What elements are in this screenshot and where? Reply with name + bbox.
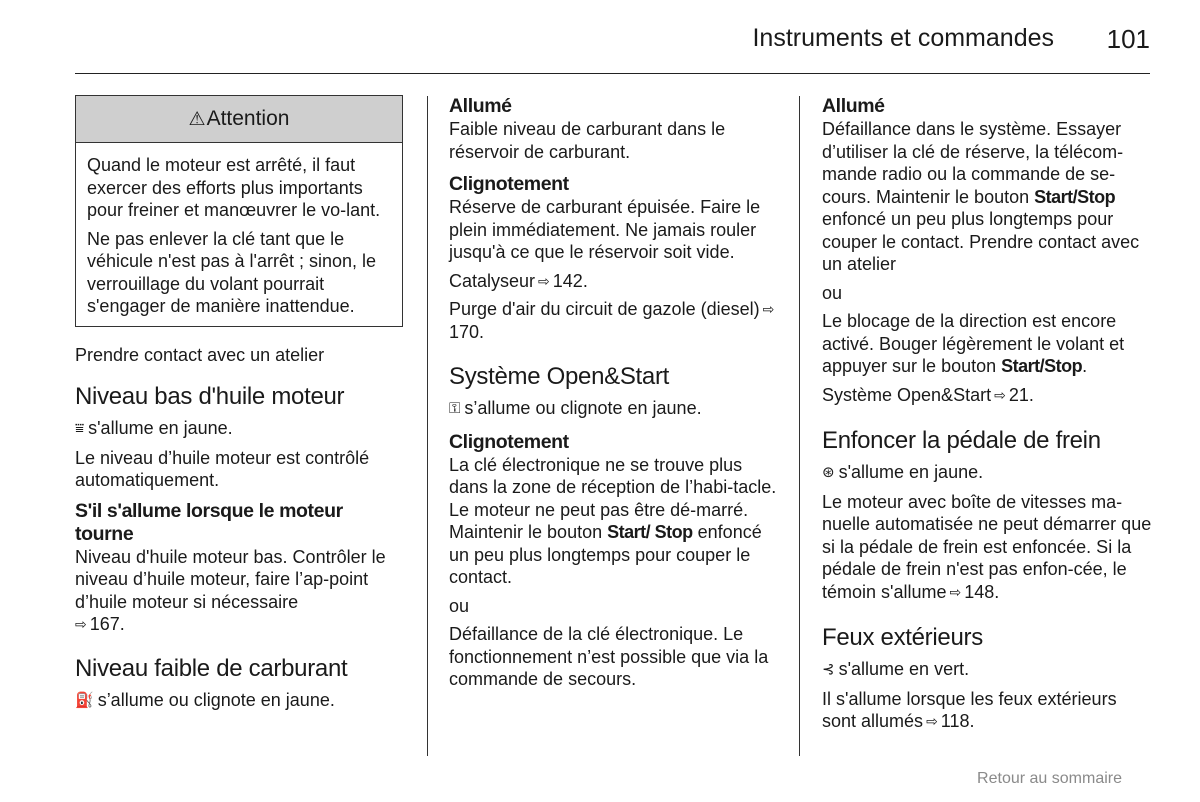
brake-text-body: Le moteur avec boîte de vitesses ma-nuelle automatisée ne peut démarrer que si la pédale de frein est enfoncée. Si la pédale de frein n'est pas enfon-cée, le témoin s'allume — [822, 491, 1152, 602]
catalyst-text: Catalyseur — [449, 270, 536, 291]
key-failure-text: Défaillance de la clé électronique. Le fonctionnement n’est possible que via la commande de secours. — [449, 624, 769, 689]
lights-line-text: s'allume en vert. — [838, 659, 970, 679]
open-start-heading: Système Open&Start — [449, 363, 670, 390]
page-title: Instruments et commandes — [752, 24, 1054, 52]
page-number: 101 — [1106, 24, 1150, 54]
brake-ref-page[interactable]: 148. — [964, 581, 1000, 602]
exterior-lights-icon: ⊰ — [822, 661, 835, 678]
brake-line — [822, 461, 1152, 485]
oil-ref-page[interactable]: 167. — [89, 614, 125, 634]
column-2 — [449, 95, 784, 691]
warning-icon: ⚠ — [188, 108, 206, 130]
fuel-lit-text: Faible niveau de carburant dans le réservoir de carburant. — [449, 119, 726, 162]
open-start-line — [449, 397, 784, 421]
column-divider-1 — [427, 96, 428, 756]
header-rule — [75, 73, 1150, 74]
or-text: ou — [449, 595, 470, 616]
purge-ref-page[interactable]: 170. — [449, 321, 485, 342]
steering-lock-text-b: . — [1082, 356, 1088, 376]
fuel-line-text: s’allume ou clignote en jaune. — [97, 689, 335, 710]
warning-text-1: Quand le moteur est arrêté, il faut exercer des efforts plus importants pour freiner et manœuvrer le vo-lant. — [87, 155, 381, 220]
system-lit-text-a: Défaillance dans le système. Essayer d’utiliser la clé de réserve, la télécom-mande radio ou la commande de se-cours. Maintenir le bouton — [822, 119, 1124, 207]
page-ref-icon: ⇨ — [994, 386, 1006, 403]
or-text: ou — [822, 282, 843, 303]
steering-lock-text-a: Le blocage de la direction est encore activé. Bouger légèrement le volant et appuyer sur le bouton — [822, 311, 1125, 376]
system-lit-text — [822, 118, 1152, 276]
fuel-icon: ⛽ — [75, 691, 94, 709]
oil-heading: Niveau bas d'huile moteur — [75, 383, 345, 410]
steering-lock-text — [822, 310, 1152, 378]
contact-text: Prendre contact avec un atelier — [75, 344, 325, 365]
column-1 — [75, 95, 405, 712]
brake-line-text: s'allume en jaune. — [838, 462, 984, 482]
oil-text: Niveau d'huile moteur bas. Contrôler le niveau d’huile moteur, faire l’ap-point d’huile moteur si nécessaire — [75, 546, 386, 612]
warning-box — [75, 95, 403, 327]
open-start-ref-page[interactable]: 21. — [1008, 384, 1034, 405]
purge-line — [449, 298, 784, 343]
open-start-ref-text: Système Open&Start — [822, 384, 992, 405]
fuel-heading: Niveau faible de carburant — [75, 654, 348, 682]
open-start-blink-text-b: enfoncé un peu plus longtemps pour couper le contact. — [449, 522, 762, 587]
oil-icon: ⩸ — [75, 420, 85, 437]
warning-text-2: Ne pas enlever la clé tant que le véhicule n'est pas à l'arrêt ; sinon, le verrouillage du volant pourrait s'engager de manière inattendue. — [87, 228, 377, 316]
page-ref-icon: ⇨ — [949, 583, 962, 600]
brake-heading: Enfoncer la pédale de frein — [822, 427, 1101, 454]
fuel-blink-text: Réserve de carburant épuisée. Faire le plein immédiatement. Ne jamais rouler jusqu'à ce que le réservoir soit vide. — [449, 197, 761, 262]
lights-text-body: Il s'allume lorsque les feux extérieurs sont allumés — [822, 688, 1117, 731]
open-start-blink-text — [449, 454, 784, 589]
lights-text — [822, 688, 1152, 733]
start-stop-label: Start/Stop — [1034, 186, 1116, 207]
fuel-line — [75, 689, 405, 713]
start-stop-label: Start/ Stop — [607, 522, 693, 542]
start-stop-label: Start/Stop — [1001, 356, 1083, 376]
oil-subheading: S'il s'allume lorsque le moteur tourne — [75, 499, 343, 545]
oil-ref — [75, 613, 405, 636]
oil-auto-text: Le niveau d’huile moteur est contrôlé automatiquement. — [75, 447, 370, 490]
purge-text: Purge d'air du circuit de gazole (diesel) — [449, 299, 760, 319]
page-ref-icon: ⇨ — [762, 301, 775, 317]
brake-icon: ⊛ — [822, 464, 835, 481]
warning-header — [76, 96, 402, 143]
lights-heading: Feux extérieurs — [822, 624, 983, 651]
oil-line-text: s'allume en jaune. — [88, 418, 233, 438]
back-to-summary-link[interactable]: Retour au sommaire — [977, 770, 1122, 787]
open-start-ref-line — [822, 384, 1152, 407]
open-start-blink-heading: Clignotement — [449, 430, 569, 453]
catalyst-ref-page[interactable]: 142. — [552, 270, 588, 291]
page-ref-icon: ⇨ — [538, 272, 550, 289]
warning-body — [76, 143, 402, 326]
oil-line — [75, 417, 405, 441]
open-start-line-text: s’allume ou clignote en jaune. — [464, 398, 702, 418]
fuel-blink-heading: Clignotement — [449, 173, 569, 195]
page-ref-icon: ⇨ — [75, 616, 87, 632]
page-ref-icon: ⇨ — [926, 713, 938, 729]
lights-ref-page[interactable]: 118. — [940, 711, 975, 731]
fuel-lit-heading: Allumé — [449, 95, 512, 117]
open-start-blink-text-a: La clé électronique ne se trouve plus dans la zone de réception de l’habi-tacle. Le moteur ne peut pas être dé-marré. Maintenir le bouton — [449, 454, 777, 542]
catalyst-line — [449, 270, 784, 293]
warning-title: Attention — [206, 107, 290, 130]
key-icon: ⚿ — [449, 400, 461, 417]
system-lit-heading: Allumé — [822, 95, 885, 117]
lights-line — [822, 658, 1152, 682]
brake-text — [822, 491, 1152, 604]
column-divider-2 — [799, 96, 800, 756]
column-3 — [822, 95, 1152, 733]
system-lit-text-b: enfoncé un peu plus longtemps pour couper le contact. Prendre contact avec un atelier — [822, 209, 1140, 274]
